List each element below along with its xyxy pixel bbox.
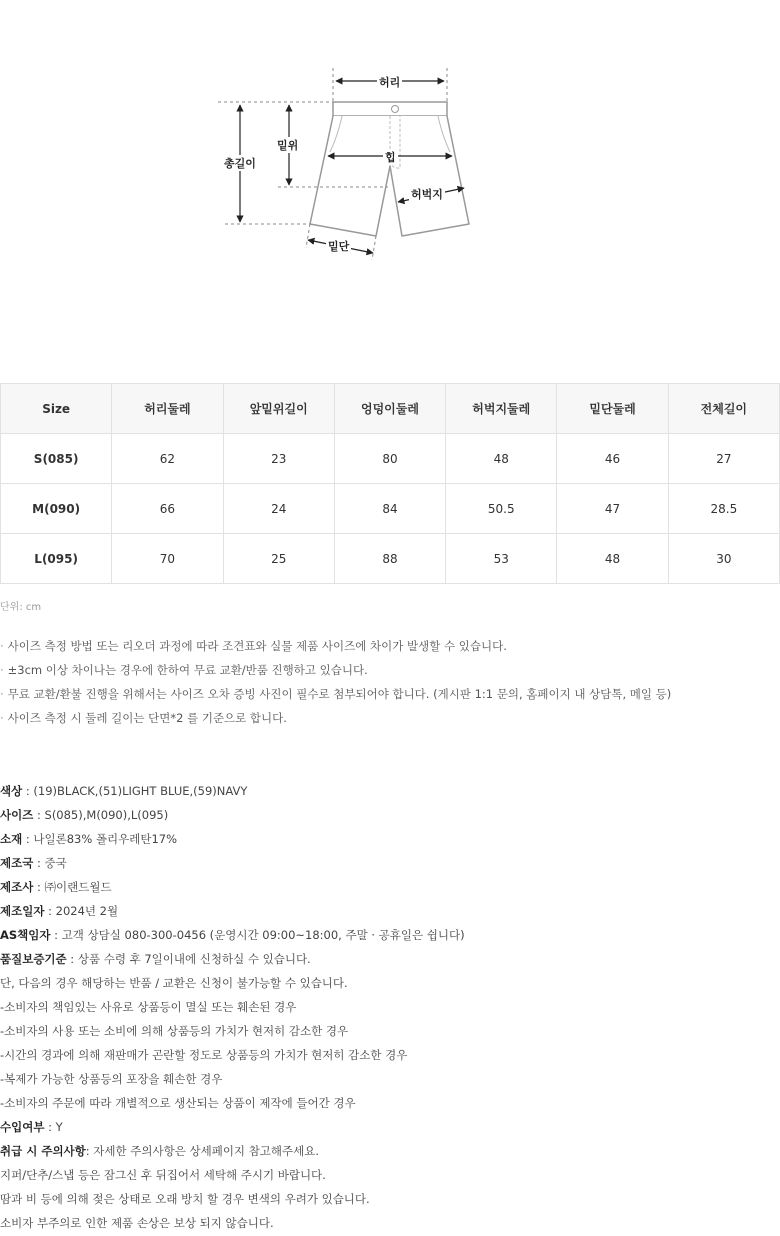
info-label: 수입여부 [0, 1120, 45, 1134]
info-line [0, 1022, 780, 1046]
info-text: : 2024년 2월 [44, 904, 119, 918]
info-label: 제조사 [0, 880, 34, 894]
info-text: 단, 다음의 경우 해당하는 반품 / 교환은 신청이 불가능할 수 있습니다. [0, 976, 348, 990]
table-cell: 62 [112, 434, 223, 484]
info-line [0, 998, 780, 1022]
header-cell: 전체길이 [668, 384, 779, 434]
table-cell: 23 [223, 434, 334, 484]
info-line [0, 782, 780, 806]
info-text: : Y [44, 1120, 63, 1134]
table-cell: 25 [223, 534, 334, 584]
table-cell: 88 [334, 534, 445, 584]
list-item [0, 661, 780, 685]
header-cell: 밑단둘레 [557, 384, 668, 434]
table-cell: 28.5 [668, 484, 779, 534]
table-cell: 48 [557, 534, 668, 584]
note-text: 사이즈 측정 시 둘레 길이는 단면*2 를 기준으로 합니다. [7, 711, 287, 725]
size-table-header-row [1, 384, 780, 434]
info-text: 땀과 비 등에 의해 젖은 상태로 오래 방치 할 경우 변색의 우려가 있습니다. [0, 1192, 370, 1206]
rise-label: 밑위 [277, 139, 299, 152]
table-row [1, 534, 780, 584]
table-cell: 27 [668, 434, 779, 484]
info-label: 품질보증기준 [0, 952, 67, 966]
table-cell: 50.5 [446, 484, 557, 534]
header-cell: 엉덩이둘레 [334, 384, 445, 434]
note-text: 사이즈 측정 방법 또는 리오더 과정에 따라 조견표와 실물 제품 사이즈에 차이가 발생할 수 있습니다. [7, 639, 507, 653]
list-item [0, 685, 780, 709]
info-line [0, 902, 780, 926]
info-label: 사이즈 [0, 808, 34, 822]
table-cell: 80 [334, 434, 445, 484]
info-text: -복제가 가능한 상품등의 포장을 훼손한 경우 [0, 1072, 223, 1086]
unit-note: 단위: cm [0, 602, 42, 613]
info-line [0, 1190, 780, 1214]
info-text: : 고객 상담실 080-300-0456 (운영시간 09:00~18:00, 주말 · 공휴일은 쉽니다) [50, 928, 465, 942]
size-cell: M(090) [1, 484, 112, 534]
info-line [0, 974, 780, 998]
info-label: 제조일자 [0, 904, 45, 918]
header-cell: 허벅지둘레 [446, 384, 557, 434]
info-label: 취급 시 주의사항 [0, 1144, 86, 1158]
info-line [0, 1046, 780, 1070]
info-text: : 나일론83% 폴리우레탄17% [22, 832, 178, 846]
info-label: 제조국 [0, 856, 34, 870]
info-label: 색상 [0, 784, 23, 798]
table-row [1, 484, 780, 534]
info-line [0, 1118, 780, 1142]
table-cell: 48 [446, 434, 557, 484]
info-text: : S(085),M(090),L(095) [33, 808, 169, 822]
table-cell: 84 [334, 484, 445, 534]
list-item [0, 637, 780, 661]
info-text: -소비자의 주문에 따라 개별적으로 생산되는 상품이 제작에 들어간 경우 [0, 1096, 356, 1110]
info-label: 소재 [0, 832, 23, 846]
info-line [0, 806, 780, 830]
info-line [0, 1214, 780, 1236]
table-cell: 30 [668, 534, 779, 584]
table-cell: 70 [112, 534, 223, 584]
info-text: -시간의 경과에 의해 재판매가 곤란할 정도로 상품등의 가치가 현저히 감소한 경우 [0, 1048, 408, 1062]
list-item [0, 709, 780, 733]
table-cell: 24 [223, 484, 334, 534]
bullet-icon: · [0, 711, 4, 725]
info-line [0, 950, 780, 974]
bullet-icon: · [0, 639, 4, 653]
info-text: 지퍼/단추/스냅 등은 잠그신 후 뒤집어서 세탁해 주시기 바랍니다. [0, 1168, 326, 1182]
info-line [0, 878, 780, 902]
table-cell: 66 [112, 484, 223, 534]
bullet-icon: · [0, 663, 4, 677]
waist-label: 허리 [379, 76, 401, 89]
info-text: : (19)BLACK,(51)LIGHT BLUE,(59)NAVY [22, 784, 248, 798]
info-text: : ㈜이랜드월드 [33, 880, 112, 894]
info-text: : 중국 [33, 856, 67, 870]
info-text: 소비자 부주의로 인한 제품 손상은 보상 되지 않습니다. [0, 1216, 274, 1230]
info-text: : 상품 수령 후 7일이내에 신청하실 수 있습니다. [66, 952, 311, 966]
table-row [1, 434, 780, 484]
info-text: -소비자의 책임있는 사유로 상품등이 멸실 또는 훼손된 경우 [0, 1000, 297, 1014]
table-cell: 46 [557, 434, 668, 484]
info-text: -소비자의 사용 또는 소비에 의해 상품등의 가치가 현저히 감소한 경우 [0, 1024, 349, 1038]
table-cell: 53 [446, 534, 557, 584]
info-line [0, 926, 780, 950]
info-line [0, 1166, 780, 1190]
header-cell: 앞밑위길이 [223, 384, 334, 434]
size-table [0, 383, 780, 584]
bullet-icon: · [0, 687, 4, 701]
size-cell: L(095) [1, 534, 112, 584]
note-text: 무료 교환/환불 진행을 위해서는 사이즈 오차 증빙 사진이 필수로 첨부되어야 합니다. (게시판 1:1 문의, 홈페이지 내 상담톡, 메일 등) [7, 687, 672, 701]
hip-label: 힙 [385, 151, 396, 164]
header-cell: Size [1, 384, 112, 434]
info-line [0, 830, 780, 854]
info-line [0, 1094, 780, 1118]
product-info [0, 782, 780, 1236]
hem-label: 밑단 [328, 240, 350, 253]
header-cell: 허리둘레 [112, 384, 223, 434]
size-cell: S(085) [1, 434, 112, 484]
info-label: AS책임자 [0, 928, 51, 942]
shorts-size-diagram [0, 0, 780, 300]
info-line [0, 1070, 780, 1094]
total-length-label: 총길이 [224, 157, 256, 170]
thigh-label: 허벅지 [411, 188, 443, 201]
table-cell: 47 [557, 484, 668, 534]
info-line [0, 854, 780, 878]
size-notes [0, 637, 780, 733]
info-text: : 자세한 주의사항은 상세페이지 참고해주세요. [85, 1144, 320, 1158]
info-line [0, 1142, 780, 1166]
note-text: ±3cm 이상 차이나는 경우에 한하여 무료 교환/반품 진행하고 있습니다. [7, 663, 368, 677]
